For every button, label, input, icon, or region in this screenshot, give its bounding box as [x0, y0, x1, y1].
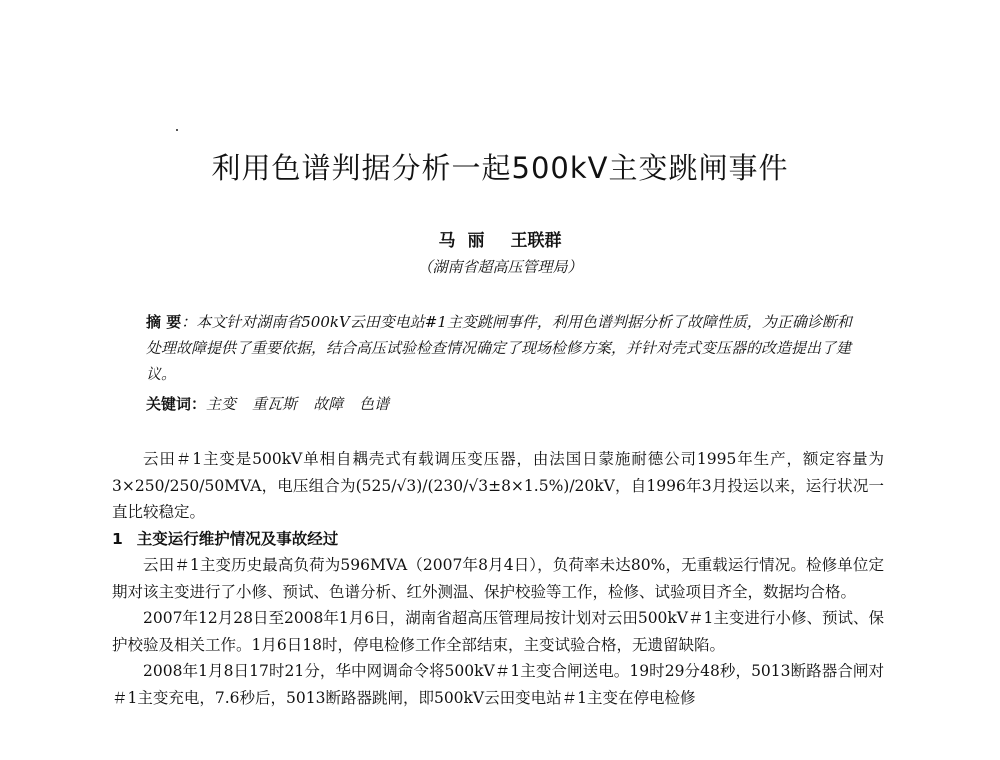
section-number: 1 — [112, 529, 123, 548]
keyword-item: 故障 — [313, 395, 344, 413]
author-line — [0, 226, 1000, 251]
keywords-label: 关键词 — [146, 395, 192, 413]
abstract — [146, 309, 866, 387]
keywords — [146, 391, 405, 417]
body-paragraph: 2007年12月28日至2008年1月6日，湖南省超高压管理局按计划对云田500kV＃1主变进行小修、预试、保护校验及相关工作。1月6日18时，停电检修工作全部结束，主变试验合格，无遗留缺陷。 — [112, 609, 884, 654]
author-affiliation: （湖南省超高压管理局） — [417, 258, 583, 276]
keyword-item: 主变 — [206, 395, 237, 413]
author-name: 王联群 — [510, 231, 562, 251]
section-heading — [112, 526, 884, 553]
paper-title: 利用色谱判据分析一起500kV主变跳闸事件 — [211, 151, 789, 185]
intro-paragraph: 云田＃1主变是500kV单相自耦壳式有载调压变压器，由法国日蒙施耐德公司1995年生产，额定容量为3×250/250/50MVA，电压组合为(525/√3)/(230/√3±8×1.5%)/20kV，自1996年3月投运以来，运行状况一直比较稳定。 — [112, 450, 884, 521]
section-title: 主变运行维护情况及事故经过 — [136, 529, 339, 548]
abstract-text: ：本文针对湖南省500kV云田变电站#1主变跳闸事件，利用色谱判据分析了故障性质，为正确诊断和处理故障提供了重要依据，结合高压试验检查情况确定了现场检修方案，并针对壳式变压器的改造提出了建议。 — [146, 313, 852, 383]
body-text — [112, 446, 884, 711]
keyword-item: 重瓦斯 — [252, 395, 298, 413]
author-name: 马丽 — [438, 231, 497, 251]
scan-speck — [176, 129, 178, 131]
abstract-label: 摘 要 — [146, 313, 182, 331]
keywords-separator: ： — [191, 395, 207, 413]
body-paragraph: 云田＃1主变历史最高负荷为596MVA（2007年8月4日），负荷率未达80%，无重载运行情况。检修单位定期对该主变进行了小修、预试、色谱分析、红外测温、保护校验等工作，检修、试验项目齐全，数据均合格。 — [112, 556, 884, 601]
keyword-item: 色谱 — [359, 395, 390, 413]
body-paragraph: 2008年1月8日17时21分，华中网调命令将500kV＃1主变合闸送电。19时29分48秒，5013断路器合闸对＃1主变充电，7.6秒后，5013断路器跳闸，即500kV云田变电站＃1主变在停电检修 — [112, 662, 884, 707]
